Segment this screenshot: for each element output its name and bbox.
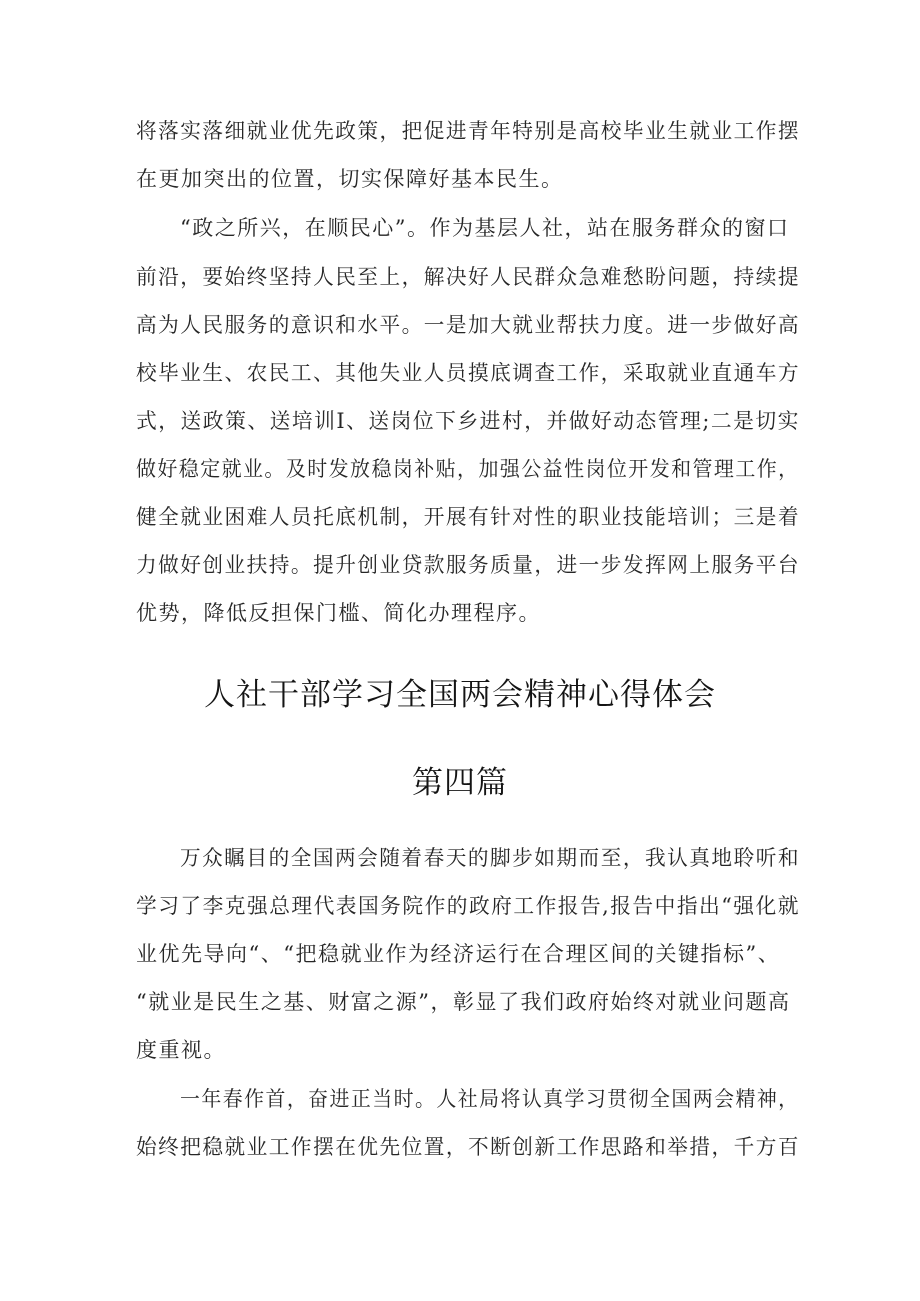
- article-subtitle: 第四篇: [412, 765, 508, 801]
- paragraph-2-line-4: 校毕业生、农民工、其他失业人员摸底调查工作，采取就业直通车方: [136, 361, 800, 385]
- paragraph-4-line-2: 始终把稳就业工作摆在优先位置，不断创新工作思路和举措，千方百: [136, 1135, 800, 1159]
- paragraph-2-line-7: 健全就业困难人员托底机制，开展有针对性的职业技能培训；三是着: [136, 505, 800, 529]
- paragraph-2-line-8: 力做好创业扶持。提升创业贷款服务质量，进一步发挥网上服务平台: [136, 553, 800, 577]
- paragraph-2-line-1: “政之所兴，在顺民心”。作为基层人社，站在服务群众的窗口: [180, 216, 790, 240]
- paragraph-3-line-5: 度重视。: [136, 1038, 226, 1062]
- article-title: 人社干部学习全国两会精神心得体会: [204, 677, 716, 713]
- paragraph-2-line-5: 式，送政策、送培训I、送岗位下乡进村，并做好动态管理;二是切实: [136, 409, 800, 433]
- paragraph-2-line-2: 前沿，要始终坚持人民至上，解决好人民群众急难愁盼问题，持续提: [136, 265, 800, 289]
- paragraph-3-line-2: 学习了李克强总理代表国务院作的政府工作报告,报告中指出“强化就: [136, 894, 800, 918]
- paragraph-4-line-1: 一年春作首，奋进正当时。人社局将认真学习贯彻全国两会精神，: [180, 1087, 800, 1111]
- paragraph-3-line-3: 业优先导向“、“把稳就业作为经济运行在合理区间的关键指标”、: [136, 942, 781, 966]
- paragraph-3-line-4: “就业是民生之基、财富之源”，彰显了我们政府始终对就业问题高: [136, 990, 791, 1014]
- paragraph-2-line-6: 做好稳定就业。及时发放稳岗补贴，加强公益性岗位开发和管理工作，: [136, 457, 800, 481]
- paragraph-1-line-1: 将落实落细就业优先政策，把促进青年特别是高校毕业生就业工作摆: [136, 119, 800, 143]
- paragraph-2-line-9: 优势，降低反担保门槛、简化办理程序。: [136, 601, 541, 625]
- paragraph-1-line-2: 在更加突出的位置，切实保障好基本民生。: [136, 167, 564, 191]
- paragraph-2-line-3: 高为人民服务的意识和水平。一是加大就业帮扶力度。进一步做好高: [136, 313, 800, 337]
- paragraph-3-line-1: 万众瞩目的全国两会随着春天的脚步如期而至，我认真地聆听和: [180, 846, 800, 870]
